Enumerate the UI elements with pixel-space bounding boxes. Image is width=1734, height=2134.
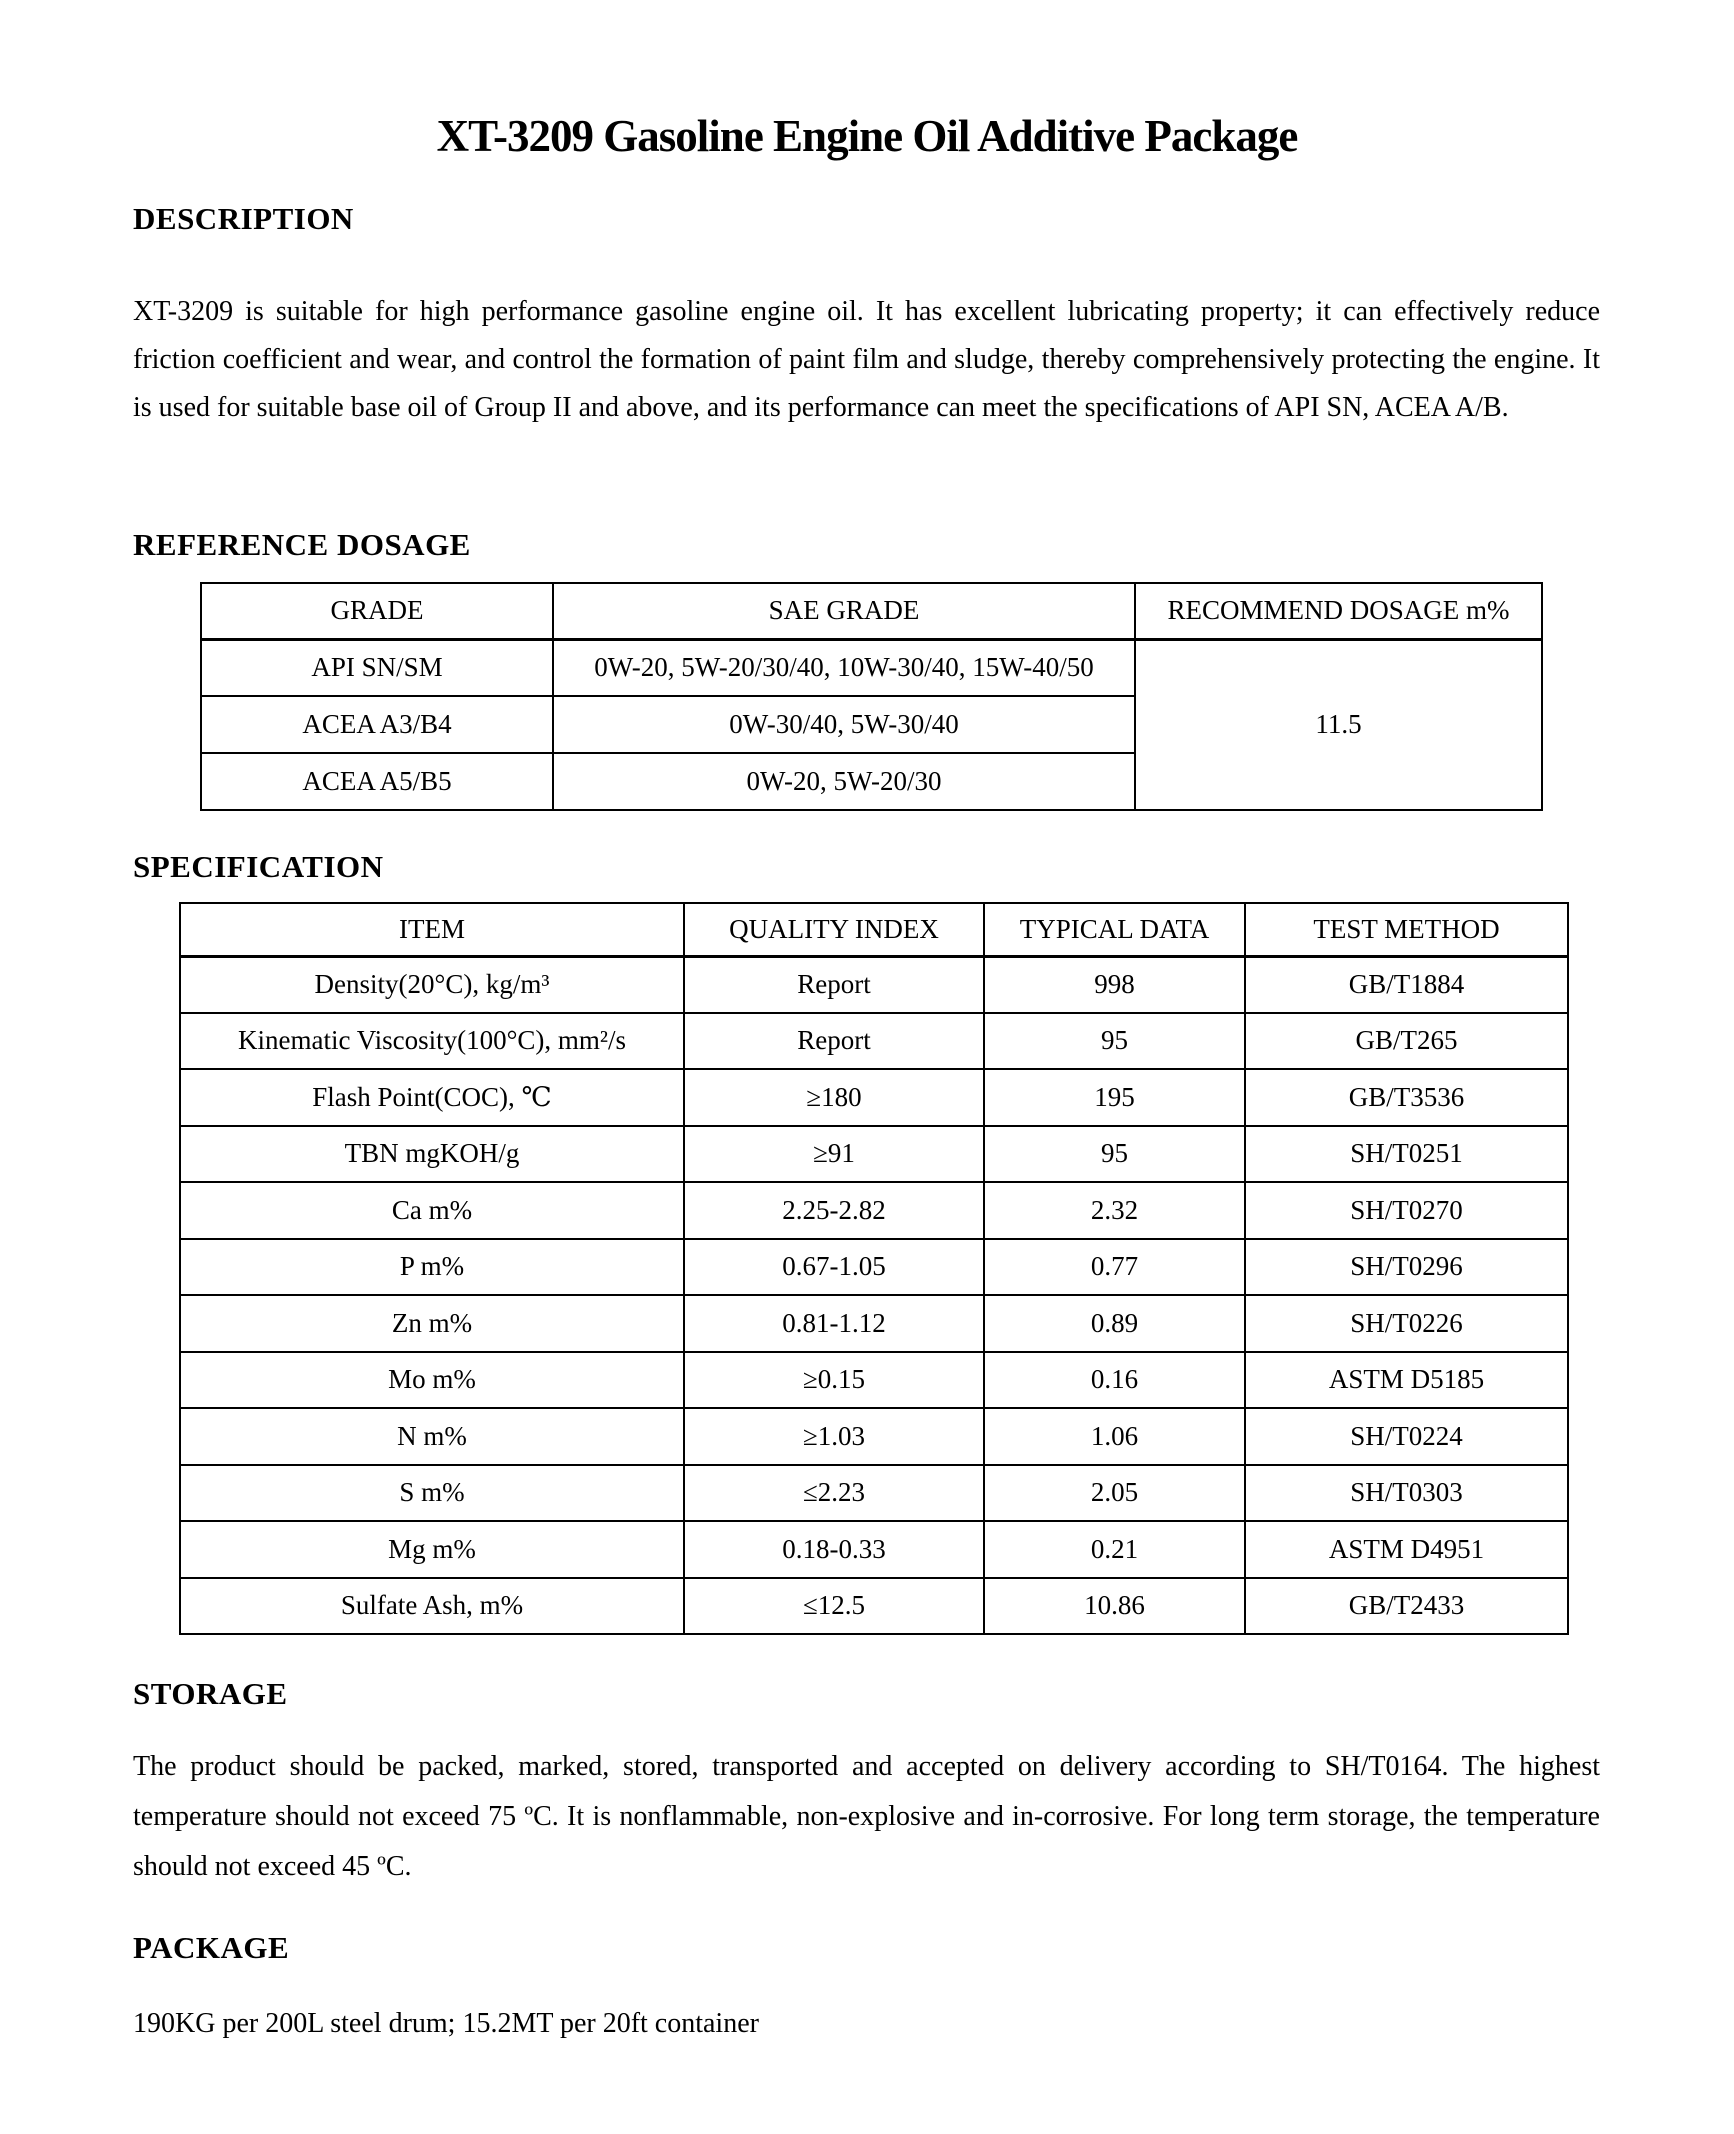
- test-method-cell: SH/T0226: [1245, 1295, 1568, 1352]
- spec-col-header-quality-index: QUALITY INDEX: [684, 903, 984, 956]
- quality-index-cell: ≥180: [684, 1069, 984, 1126]
- table-row: [180, 1182, 1568, 1239]
- recommend-dosage-cell: 11.5: [1135, 639, 1542, 810]
- table-row: [180, 956, 1568, 1013]
- item-cell: Density(20°C), kg/m³: [180, 956, 684, 1013]
- quality-index-cell: 0.18-0.33: [684, 1521, 984, 1578]
- table-row: [201, 639, 1542, 696]
- reference-col-header-sae-grade: SAE GRADE: [553, 583, 1135, 639]
- grade-cell: ACEA A5/B5: [201, 753, 553, 810]
- reference-col-header-grade: GRADE: [201, 583, 553, 639]
- quality-index-cell: Report: [684, 1013, 984, 1070]
- quality-index-cell: ≤12.5: [684, 1578, 984, 1635]
- typical-data-cell: 0.21: [984, 1521, 1245, 1578]
- quality-index-cell: 0.67-1.05: [684, 1239, 984, 1296]
- spec-col-header-test-method: TEST METHOD: [1245, 903, 1568, 956]
- grade-cell: API SN/SM: [201, 639, 553, 696]
- table-row: [180, 1408, 1568, 1465]
- quality-index-cell: 0.81-1.12: [684, 1295, 984, 1352]
- test-method-cell: ASTM D5185: [1245, 1352, 1568, 1409]
- typical-data-cell: 998: [984, 956, 1245, 1013]
- table-row: [180, 1465, 1568, 1522]
- specification-heading: SPECIFICATION: [133, 849, 384, 884]
- test-method-cell: GB/T2433: [1245, 1578, 1568, 1635]
- typical-data-cell: 1.06: [984, 1408, 1245, 1465]
- item-cell: Kinematic Viscosity(100°C), mm²/s: [180, 1013, 684, 1070]
- table-row: [180, 1352, 1568, 1409]
- test-method-cell: ASTM D4951: [1245, 1521, 1568, 1578]
- table-row: [180, 1013, 1568, 1070]
- typical-data-cell: 95: [984, 1013, 1245, 1070]
- spec-col-header-item: ITEM: [180, 903, 684, 956]
- table-row: [180, 1069, 1568, 1126]
- quality-index-cell: 2.25-2.82: [684, 1182, 984, 1239]
- item-cell: Flash Point(COC), ℃: [180, 1069, 684, 1126]
- item-cell: Sulfate Ash, m%: [180, 1578, 684, 1635]
- quality-index-cell: ≤2.23: [684, 1465, 984, 1522]
- description-heading: DESCRIPTION: [133, 201, 354, 236]
- storage-body: The product should be packed, marked, stored, transported and accepted on delivery according to SH/T0164. The highest temperature should not exceed 75 ºC. It is nonflammable, non-explosive and in-corrosive. For long term storage, the temperature should not exceed 45 ºC.: [133, 1751, 1600, 1882]
- test-method-cell: SH/T0303: [1245, 1465, 1568, 1522]
- quality-index-cell: ≥0.15: [684, 1352, 984, 1409]
- quality-index-cell: Report: [684, 956, 984, 1013]
- item-cell: S m%: [180, 1465, 684, 1522]
- table-row: [180, 1578, 1568, 1635]
- typical-data-cell: 195: [984, 1069, 1245, 1126]
- reference-header-row: [201, 583, 1542, 639]
- test-method-cell: GB/T3536: [1245, 1069, 1568, 1126]
- quality-index-cell: ≥1.03: [684, 1408, 984, 1465]
- sae-grade-cell: 0W-30/40, 5W-30/40: [553, 696, 1135, 753]
- typical-data-cell: 2.05: [984, 1465, 1245, 1522]
- grade-cell: ACEA A3/B4: [201, 696, 553, 753]
- item-cell: Zn m%: [180, 1295, 684, 1352]
- test-method-cell: GB/T1884: [1245, 956, 1568, 1013]
- typical-data-cell: 0.16: [984, 1352, 1245, 1409]
- table-row: [180, 1239, 1568, 1296]
- item-cell: N m%: [180, 1408, 684, 1465]
- test-method-cell: SH/T0224: [1245, 1408, 1568, 1465]
- test-method-cell: GB/T265: [1245, 1013, 1568, 1070]
- package-body: 190KG per 200L steel drum; 15.2MT per 20ft container: [133, 2008, 759, 2039]
- quality-index-cell: ≥91: [684, 1126, 984, 1183]
- sae-grade-cell: 0W-20, 5W-20/30/40, 10W-30/40, 15W-40/50: [553, 639, 1135, 696]
- spec-col-header-typical-data: TYPICAL DATA: [984, 903, 1245, 956]
- typical-data-cell: 10.86: [984, 1578, 1245, 1635]
- reference-dosage-heading: REFERENCE DOSAGE: [133, 527, 471, 562]
- storage-heading: STORAGE: [133, 1676, 288, 1711]
- table-row: [180, 1126, 1568, 1183]
- specification-table: [179, 902, 1569, 1635]
- test-method-cell: SH/T0296: [1245, 1239, 1568, 1296]
- typical-data-cell: 0.77: [984, 1239, 1245, 1296]
- specification-header-row: [180, 903, 1568, 956]
- item-cell: Mg m%: [180, 1521, 684, 1578]
- reference-col-header-recommend-dosage: RECOMMEND DOSAGE m%: [1135, 583, 1542, 639]
- typical-data-cell: 95: [984, 1126, 1245, 1183]
- table-row: [180, 1521, 1568, 1578]
- test-method-cell: SH/T0251: [1245, 1126, 1568, 1183]
- item-cell: Mo m%: [180, 1352, 684, 1409]
- description-body: XT-3209 is suitable for high performance gasoline engine oil. It has excellent lubricating property; it can effectively reduce friction coefficient and wear, and control the formation of paint film and sludge, thereby comprehensively protecting the engine. It is used for suitable base oil of Group II and above, and its performance can meet the specifications of API SN, ACEA A/B.: [133, 296, 1600, 423]
- typical-data-cell: 0.89: [984, 1295, 1245, 1352]
- test-method-cell: SH/T0270: [1245, 1182, 1568, 1239]
- sae-grade-cell: 0W-20, 5W-20/30: [553, 753, 1135, 810]
- package-heading: PACKAGE: [133, 1930, 290, 1965]
- reference-dosage-table: [200, 582, 1543, 811]
- item-cell: P m%: [180, 1239, 684, 1296]
- typical-data-cell: 2.32: [984, 1182, 1245, 1239]
- table-row: [180, 1295, 1568, 1352]
- item-cell: TBN mgKOH/g: [180, 1126, 684, 1183]
- item-cell: Ca m%: [180, 1182, 684, 1239]
- page-title: XT-3209 Gasoline Engine Oil Additive Package: [436, 111, 1298, 161]
